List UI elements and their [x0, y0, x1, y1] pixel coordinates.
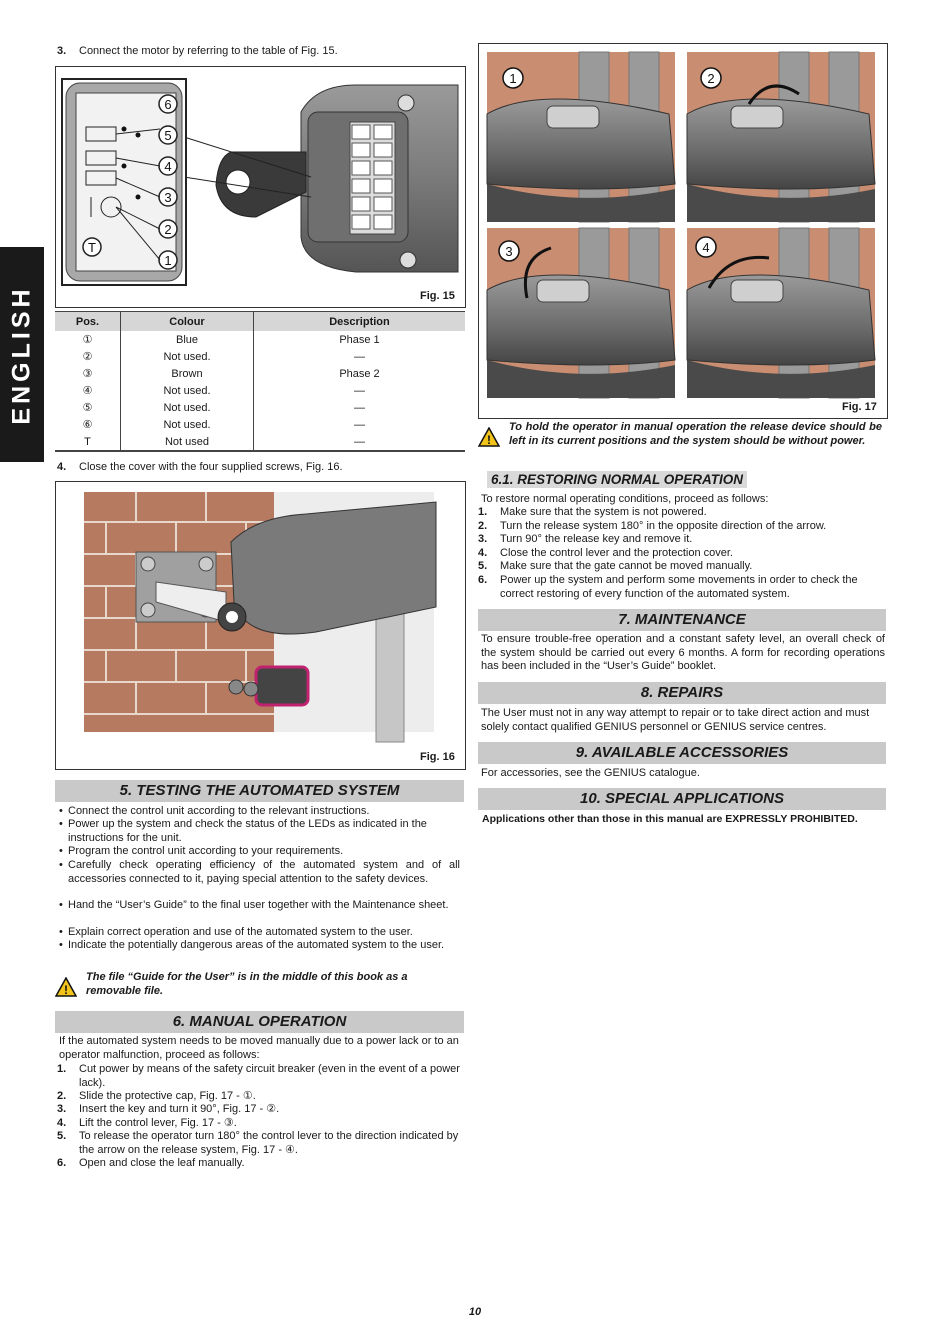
cell-description: — — [254, 416, 466, 433]
column-header: Pos. — [55, 312, 121, 332]
cell-description: — — [254, 433, 466, 451]
svg-text:!: ! — [64, 983, 68, 997]
fig-16-label: Fig. 16 — [420, 751, 455, 763]
cell-colour: Blue — [121, 331, 254, 348]
section-8-text: The User must not in any way attempt to repair or to take direct action and must solely contact qualified GENIUS personnel or GENIUS service centres. — [481, 707, 870, 733]
section-6-title: 6. MANUAL OPERATION — [55, 1011, 464, 1033]
cell-pos: ② — [82, 351, 93, 363]
cell-description: — — [254, 399, 466, 416]
list-item: • Program the control unit according to your requirements. — [59, 845, 344, 857]
list-item: 2. Turn the release system 180° in the opposite direction of the arrow. — [478, 520, 827, 532]
cell-description: — — [254, 382, 466, 399]
operator-mounting-illustration — [56, 482, 465, 769]
fig17-panel-number: 3 — [505, 244, 513, 259]
motor-connection-table — [55, 311, 465, 452]
section-10-title: 10. SPECIAL APPLICATIONS — [478, 788, 886, 810]
cell-pos: ④ — [82, 385, 93, 397]
fig17-panel-number: 2 — [707, 71, 715, 86]
step-text: Close the cover with the four supplied screws, Fig. 16. — [79, 461, 343, 473]
table-row — [55, 348, 465, 365]
table-row — [55, 399, 465, 416]
column-header: Colour — [121, 312, 254, 332]
cell-colour: Not used — [121, 433, 254, 451]
page-number: 10 — [468, 1306, 482, 1318]
table-row — [55, 382, 465, 399]
fig-17-label: Fig. 17 — [842, 401, 877, 413]
list-item: 6. Open and close the leaf manually. — [57, 1157, 245, 1169]
cell-colour: Not used. — [121, 416, 254, 433]
svg-text:6: 6 — [164, 97, 172, 112]
step-4 — [57, 461, 467, 475]
cell-colour: Not used. — [121, 399, 254, 416]
cell-colour: Brown — [121, 365, 254, 382]
cell-colour: Not used. — [121, 382, 254, 399]
figure-15 — [55, 66, 466, 308]
step-number: 3. — [57, 45, 67, 57]
svg-text:T: T — [88, 240, 96, 255]
table-header-row — [55, 312, 465, 332]
motor-terminal-illustration — [56, 67, 465, 307]
list-item: • Explain correct operation and use of the automated system to the user. — [59, 926, 413, 938]
section-9-text: For accessories, see the GENIUS catalogue. — [481, 767, 700, 779]
table-row — [55, 416, 465, 433]
step-3 — [57, 45, 467, 59]
warning-icon — [55, 977, 77, 997]
step-text: Connect the motor by referring to the table of Fig. 15. — [79, 45, 338, 57]
list-item: • Power up the system and check the status of the LEDs as indicated in the instructions for the unit. — [59, 818, 427, 844]
manual-release-illustration — [479, 44, 887, 418]
figure-16 — [55, 481, 466, 770]
cell-description: Phase 1 — [254, 331, 466, 348]
list-item: 5. To release the operator turn 180° the control lever to the direction indicated by the arrow on the release system, Fig. 17 - ④. — [57, 1130, 459, 1156]
list-item: 4. Lift the control lever, Fig. 17 - ③. — [57, 1117, 237, 1129]
section-5-title: 5. TESTING THE AUTOMATED SYSTEM — [55, 780, 464, 802]
section-6-intro: If the automated system needs to be moved manually due to a power lack or to an operator malfunction, proceed as follows: — [59, 1035, 459, 1061]
table-row — [55, 433, 465, 451]
section-7-title: 7. MAINTENANCE — [478, 609, 886, 631]
svg-text:3: 3 — [164, 190, 172, 205]
section-6-1-title: 6.1. RESTORING NORMAL OPERATION — [487, 471, 747, 488]
manual-hold-warning: To hold the operator in manual operation the release device should be left in its current positions and the system should be without power. — [509, 421, 882, 447]
step-number: 4. — [57, 461, 67, 473]
list-item: • Carefully check operating efficiency of the automated system and of all accessories connected to it, paying special attention to the safety devices. — [59, 859, 460, 885]
list-item: 5. Make sure that the gate cannot be moved manually. — [478, 560, 753, 572]
list-item: 1. Cut power by means of the safety circuit breaker (even in the event of a power lack). — [57, 1063, 460, 1089]
section-10-text: Applications other than those in this manual are EXPRESSLY PROHIBITED. — [482, 813, 858, 825]
fig-15-label: Fig. 15 — [420, 290, 455, 302]
figure-17 — [478, 43, 888, 419]
cell-pos: ① — [82, 334, 93, 346]
cell-colour: Not used. — [121, 348, 254, 365]
list-item: 2. Slide the protective cap, Fig. 17 - ①. — [57, 1090, 256, 1102]
svg-text:1: 1 — [164, 253, 172, 268]
svg-text:5: 5 — [164, 128, 172, 143]
cell-pos: T — [55, 433, 121, 451]
section-9-title: 9. AVAILABLE ACCESSORIES — [478, 742, 886, 764]
list-item: 1. Make sure that the system is not powered. — [478, 506, 707, 518]
fig17-panel-number: 4 — [702, 240, 710, 255]
list-item: 3. Insert the key and turn it 90°, Fig. 17 - ②. — [57, 1103, 280, 1115]
list-item: 4. Close the control lever and the protection cover. — [478, 547, 733, 559]
svg-text:!: ! — [487, 433, 491, 447]
cell-description: Phase 2 — [254, 365, 466, 382]
list-item: 6. Power up the system and perform some movements in order to check the correct restoring of every function of the automated system. — [478, 574, 858, 600]
cell-pos: ⑤ — [82, 402, 93, 414]
cell-pos: ③ — [82, 368, 93, 380]
svg-text:4: 4 — [164, 159, 172, 174]
language-label: ENGLISH — [7, 284, 36, 425]
cell-description: — — [254, 348, 466, 365]
table-row — [55, 331, 465, 348]
section-7-text: To ensure trouble-free operation and a constant safety level, an overall check of the system should be carried out every 6 months. A form for recording operations has been included in the “User’s Guide” booklet. — [481, 633, 885, 672]
list-item: 3. Turn 90° the release key and remove it. — [478, 533, 693, 545]
section-6-1-intro: To restore normal operating conditions, proceed as follows: — [481, 493, 769, 505]
svg-text:2: 2 — [164, 222, 172, 237]
section-8-title: 8. REPAIRS — [478, 682, 886, 704]
warning-icon — [478, 427, 500, 447]
fig17-panel-number: 1 — [509, 71, 517, 86]
guide-note: The file “Guide for the User” is in the middle of this book as a removable file. — [86, 971, 408, 997]
list-item: • Hand the “User’s Guide” to the final user together with the Maintenance sheet. — [59, 899, 449, 911]
column-header: Description — [254, 312, 466, 332]
list-item: • Indicate the potentially dangerous areas of the automated system to the user. — [59, 939, 445, 951]
language-side-tab — [0, 247, 44, 462]
cell-pos: ⑥ — [82, 419, 93, 431]
list-item: • Connect the control unit according to the relevant instructions. — [59, 805, 370, 817]
table-row — [55, 365, 465, 382]
